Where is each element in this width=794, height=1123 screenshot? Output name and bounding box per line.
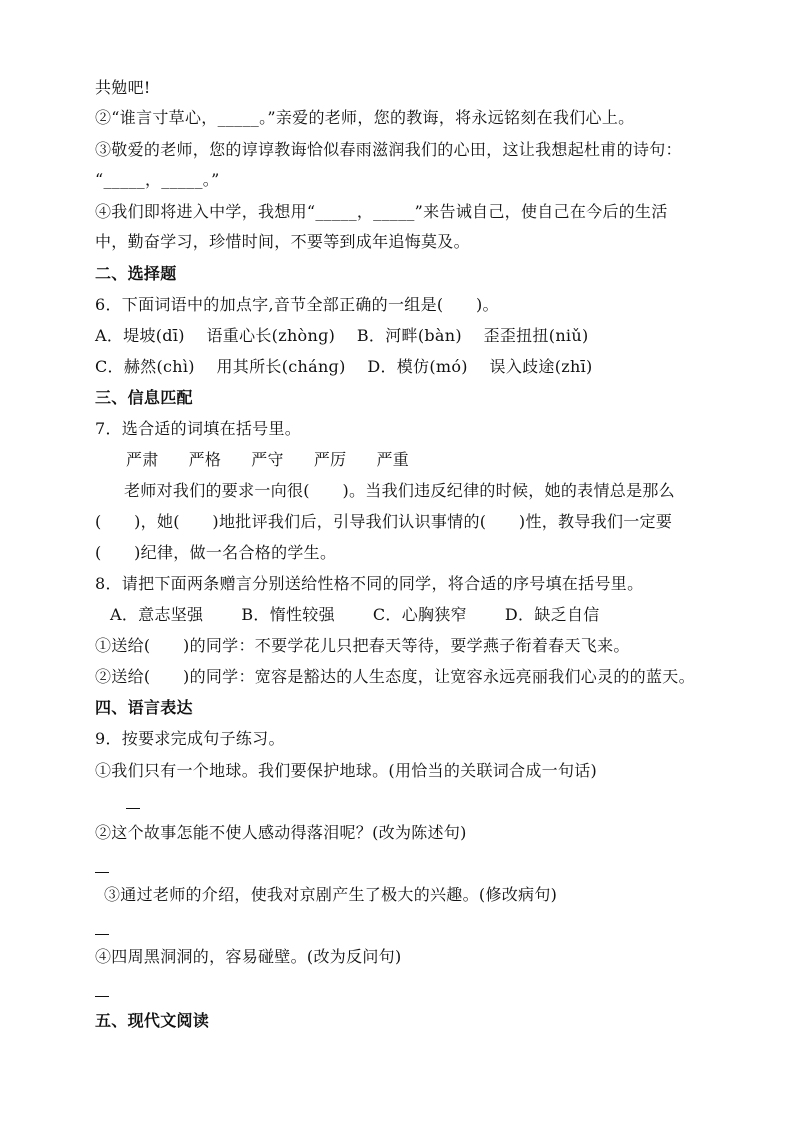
- question-6: 6．下面词语中的加点字,音节全部正确的一组是( )。: [95, 295, 499, 314]
- answer-line-2: [95, 872, 109, 873]
- question-8: 8．请把下面两条赠言分别送给性格不同的同学，将合适的序号填在括号里。: [95, 574, 644, 593]
- section-heading-choice: 二、选择题: [95, 264, 177, 283]
- fill-item-3: ③敬爱的老师，您的谆谆教诲恰似春雨滋润我们的心田，这让我想起杜甫的诗句：: [95, 140, 682, 159]
- question-8-options: A．意志坚强 B．惰性较强 C．心胸狭窄 D．缺乏自信: [110, 605, 600, 624]
- answer-line-1: [126, 808, 140, 809]
- word-bank-item: 严重: [376, 450, 410, 469]
- word-bank: [126, 450, 439, 470]
- question-9: 9．按要求完成句子练习。: [95, 729, 285, 748]
- fill-item-4-cont: 中，勤奋学习，珍惜时间，不要等到成年追悔莫及。: [95, 232, 470, 251]
- word-bank-item: 严厉: [313, 450, 347, 469]
- question-6-options-cd: C．赫然(chì) 用其所长(chánɡ) D．模仿(mó) 误入歧途(zhī): [95, 357, 593, 376]
- section-heading-expression: 四、语言表达: [95, 698, 193, 717]
- question-7: 7．选合适的词填在括号里。: [95, 419, 302, 438]
- question-7-passage-2: ( )，她( )地批评我们后，引导我们认识事情的( )性，教导我们一定要: [95, 512, 673, 531]
- answer-line-4: [95, 996, 109, 997]
- question-9-item-4: ④四周黑洞洞的，容易碰壁。(改为反问句): [95, 947, 402, 966]
- word-bank-item: 严守: [251, 450, 284, 469]
- section-heading-reading: 五、现代文阅读: [95, 1011, 210, 1030]
- question-9-item-3: ③通过老师的介绍，使我对京剧产生了极大的兴趣。(修改病句): [104, 885, 558, 904]
- fill-item-4: ④我们即将进入中学，我想用“_____，_____”来告诫自己，使自己在今后的生活: [95, 202, 668, 221]
- answer-line-3: [95, 934, 109, 935]
- word-bank-item: 严格: [188, 450, 222, 469]
- question-8-item-2: ②送给( )的同学：宽容是豁达的人生态度，让宽容永远亮丽我们心灵的的蓝天。: [95, 667, 695, 686]
- fill-item-2: ②“谁言寸草心，_____。”亲爱的老师，您的教诲，将永远铭刻在我们心上。: [95, 108, 635, 127]
- question-9-item-2: ②这个故事怎能不使人感动得落泪呢？(改为陈述句): [95, 823, 467, 842]
- section-heading-match: 三、信息匹配: [95, 388, 193, 407]
- fill-item-3-quote: “_____，_____。”: [95, 170, 220, 189]
- question-7-passage-3: ( )纪律，做一名合格的学生。: [95, 543, 337, 562]
- question-7-passage-1: 老师对我们的要求一向很( )。当我们违反纪律的时候，她的表情总是那么: [124, 481, 675, 500]
- text-line-1: 共勉吧!: [95, 78, 151, 97]
- question-6-options-ab: A．堤坡(dī) 语重心长(zhònɡ) B．河畔(bàn) 歪歪扭扭(niǔ): [95, 326, 589, 345]
- word-bank-item: 严肃: [126, 450, 159, 469]
- question-8-item-1: ①送给( )的同学：不要学花儿只把春天等待，要学燕子衔着春天飞来。: [95, 636, 630, 655]
- question-9-item-1: ①我们只有一个地球。我们要保护地球。(用恰当的关联词合成一句话): [95, 761, 598, 780]
